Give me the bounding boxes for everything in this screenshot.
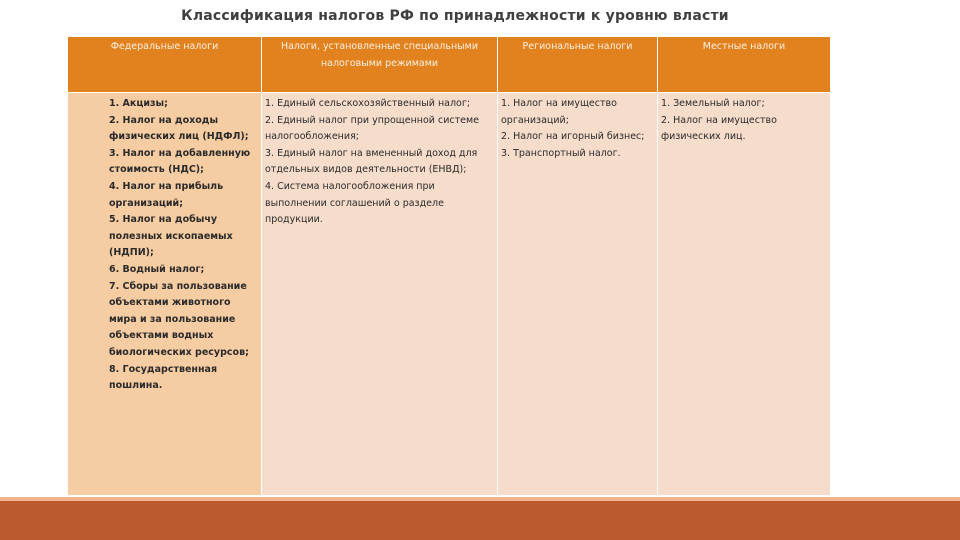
special-regime-taxes-cell xyxy=(262,93,498,496)
regional-tax-item: 2. Налог на игорный бизнес; xyxy=(501,131,645,143)
federal-tax-item: 6. Водный налог; xyxy=(109,263,205,275)
federal-tax-item: 1. Акцизы; xyxy=(109,98,168,109)
federal-taxes-cell xyxy=(68,93,262,496)
footer-bar xyxy=(0,501,960,540)
header-local-taxes: Местные налоги xyxy=(658,37,831,93)
special-regime-tax-item: 4. Система налогообложения при выполнении соглашений о разделе продукции. xyxy=(265,180,444,226)
federal-tax-item: 5. Налог на добычу полезных ископаемых (НДПИ); xyxy=(109,214,233,259)
local-taxes-cell xyxy=(658,93,831,496)
federal-tax-item: 7. Сборы за пользование объектами животного мира и за пользование объектами водных биологических ресурсов; xyxy=(109,280,249,358)
federal-tax-item: 2. Налог на доходы физических лиц (НДФЛ); xyxy=(109,114,249,143)
special-regime-tax-item: 2. Единый налог при упрощенной системе налогообложения; xyxy=(265,114,480,143)
header-regional-taxes: Региональные налоги xyxy=(498,37,658,93)
local-tax-item: 1. Земельный налог; xyxy=(661,98,765,109)
header-special-regime-taxes: Налоги, установленные специальными налоговыми режимами xyxy=(262,37,498,93)
table-row xyxy=(68,93,831,496)
special-regime-tax-item: 3. Единый налог на вмененный доход для отдельных видов деятельности (ЕНВД); xyxy=(265,147,478,176)
regional-taxes-cell xyxy=(498,93,658,496)
special-regime-tax-item: 1. Единый сельскохозяйственный налог; xyxy=(265,98,471,109)
regional-tax-item: 1. Налог на имущество организаций; xyxy=(501,98,617,126)
local-tax-item: 2. Налог на имущество физических лиц. xyxy=(661,114,777,143)
header-federal-taxes: Федеральные налоги xyxy=(68,37,262,93)
federal-tax-item: 8. Государственная пошлина. xyxy=(109,363,218,392)
tax-classification-table xyxy=(67,36,831,496)
slide-title: Классификация налогов РФ по принадлежности к уровню власти xyxy=(181,8,729,24)
table-header-row xyxy=(68,37,831,93)
federal-tax-item: 3. Налог на добавленную стоимость (НДС); xyxy=(109,147,251,176)
regional-tax-item: 3. Транспортный налог. xyxy=(501,147,621,159)
federal-tax-item: 4. Налог на прибыль организаций; xyxy=(109,180,224,209)
